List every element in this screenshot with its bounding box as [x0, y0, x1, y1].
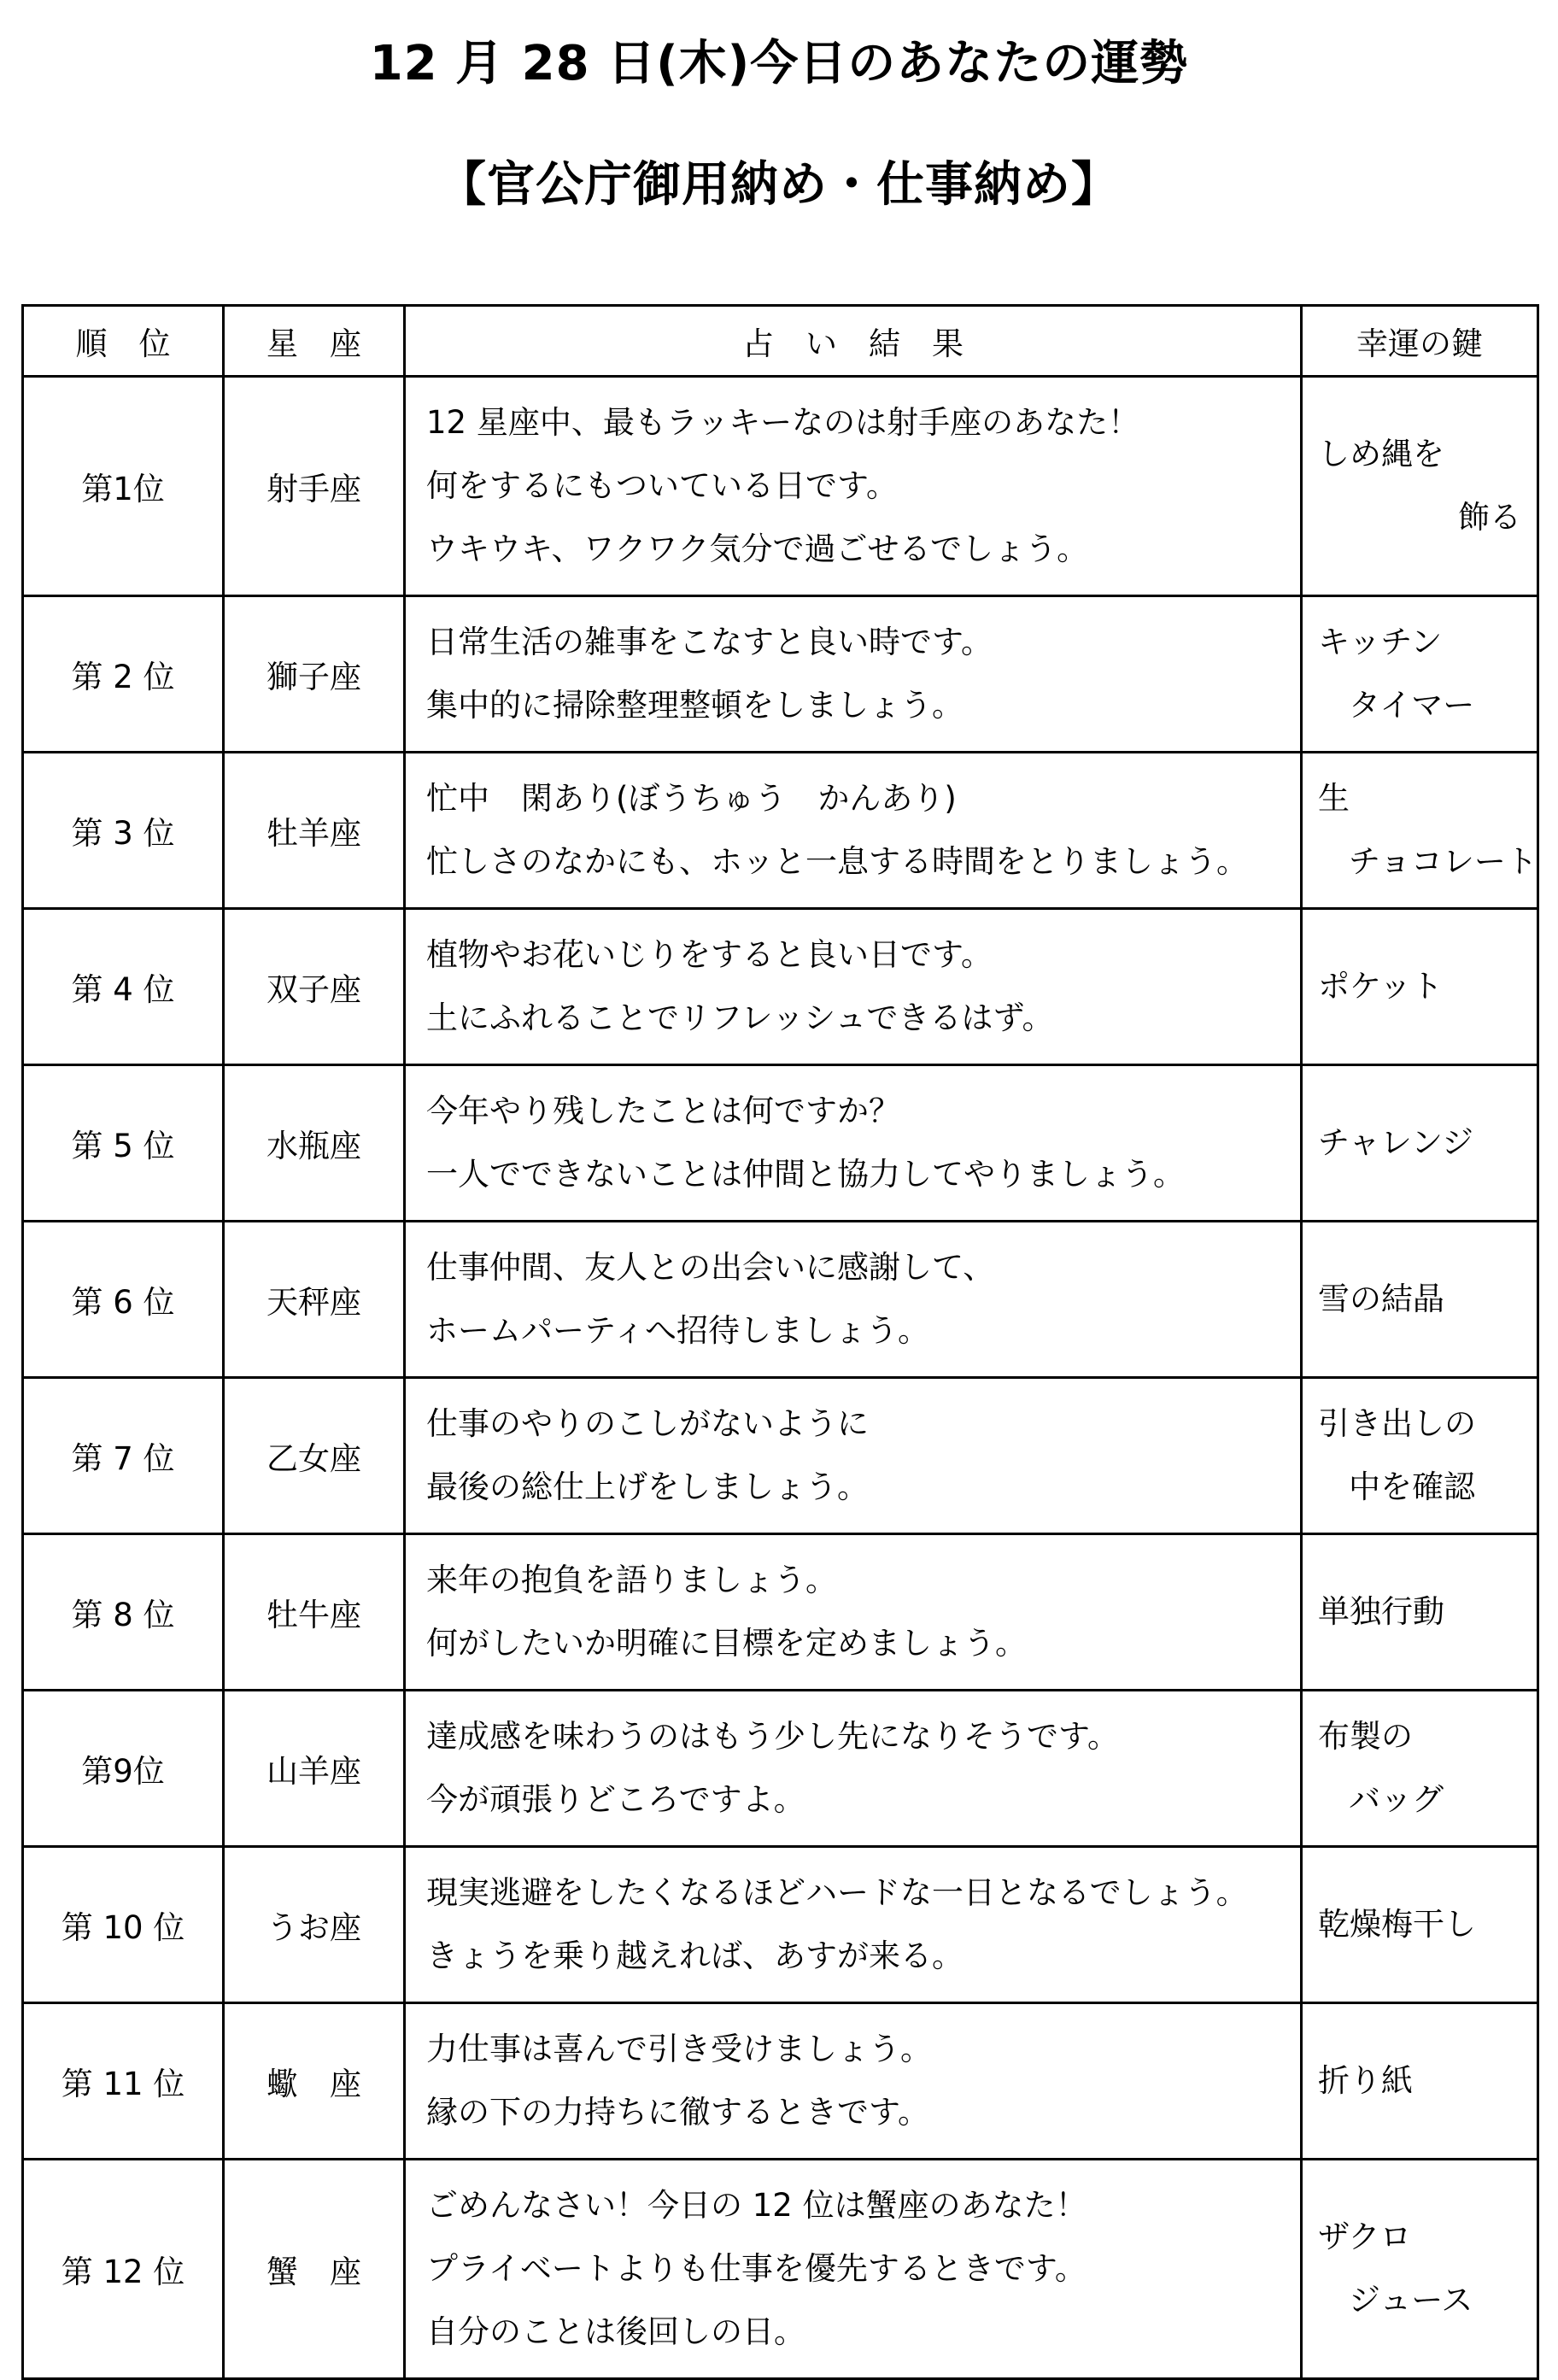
fortune-result-cell	[405, 596, 1302, 753]
fortune-line: 集中的に掃除整理整頓をしましょう。	[426, 687, 964, 724]
zodiac-sign-cell: 蟹 座	[224, 2160, 405, 2379]
rank-cell: 第 4 位	[23, 909, 224, 1065]
fortune-result-cell	[405, 1378, 1302, 1534]
fortune-line: 来年の抱負を語りましょう。	[426, 1562, 837, 1598]
zodiac-sign-cell: 射手座	[224, 377, 405, 596]
fortune-line: 仕事仲間、友人との出会いに感謝して、	[426, 1249, 995, 1286]
fortune-line: 今が頑張りどころですよ。	[426, 1781, 805, 1818]
table-row	[23, 1222, 1538, 1378]
lucky-key-line: タイマー	[1349, 687, 1475, 724]
fortune-result-cell	[405, 2160, 1302, 2379]
lucky-key-cell	[1302, 753, 1538, 909]
lucky-key-line: ザクロ	[1318, 2219, 1412, 2255]
fortune-line: ホームパーティへ招待しましょう。	[426, 1312, 930, 1349]
fortune-table	[21, 304, 1539, 2380]
fortune-line: 仕事のやりのこしがないように	[426, 1405, 869, 1442]
fortune-line: ごめんなさい！今日の 12 位は蟹座のあなた！	[426, 2187, 1087, 2224]
fortune-line: きょうを乗り越えれば、あすが来る。	[426, 1937, 964, 1974]
fortune-line: 最後の総仕上げをしましょう。	[426, 1468, 869, 1505]
lucky-key-line: 折り紙	[1318, 2062, 1413, 2099]
rank-cell: 第 10 位	[23, 1847, 224, 2003]
rank-cell: 第 6 位	[23, 1222, 224, 1378]
zodiac-sign-cell: うお座	[224, 1847, 405, 2003]
lucky-key-line: ジュース	[1349, 2282, 1473, 2318]
table-header-row	[23, 306, 1538, 377]
table-row	[23, 1378, 1538, 1534]
zodiac-sign-cell: 水瓶座	[224, 1065, 405, 1222]
lucky-key-line: 飾る	[1458, 499, 1521, 536]
fortune-line: 自分のことは後回しの日。	[426, 2313, 805, 2350]
table-row	[23, 377, 1538, 596]
table-row	[23, 2160, 1538, 2379]
table-row	[23, 1691, 1538, 1847]
lucky-key-cell	[1302, 1222, 1538, 1378]
fortune-line: 土にふれることでリフレッシュできるはず。	[426, 999, 1054, 1036]
lucky-key-line: チョコレート	[1349, 843, 1538, 880]
lucky-key-line: バッグ	[1349, 1781, 1444, 1818]
fortune-line: プライベートよりも仕事を優先するときです。	[426, 2250, 1086, 2287]
lucky-key-cell	[1302, 2003, 1538, 2160]
rank-cell: 第9位	[23, 1691, 224, 1847]
lucky-key-line: 乾燥梅干し	[1318, 1906, 1476, 1943]
rank-cell: 第 11 位	[23, 2003, 224, 2160]
lucky-key-cell	[1302, 596, 1538, 753]
fortune-line: 達成感を味わうのはもう少し先になりそうです。	[426, 1718, 1120, 1755]
lucky-key-line: 生	[1318, 780, 1350, 817]
fortune-line: 力仕事は喜んで引き受けましょう。	[426, 2031, 932, 2067]
fortune-result-cell	[405, 909, 1302, 1065]
fortune-result-cell	[405, 753, 1302, 909]
rank-cell: 第 12 位	[23, 2160, 224, 2379]
fortune-line: 現実逃避をしたくなるほどハードな一日となるでしょう。	[426, 1874, 1248, 1911]
lucky-key-line: キッチン	[1318, 624, 1443, 660]
fortune-result-cell	[405, 2003, 1302, 2160]
fortune-line: 忙しさのなかにも、ホッと一息する時間をとりましょう。	[426, 843, 1248, 880]
rank-cell: 第 7 位	[23, 1378, 224, 1534]
page-title: 12 月 28 日(木)今日のあなたの運勢	[369, 36, 1189, 91]
lucky-key-line: 雪の結晶	[1318, 1281, 1444, 1317]
lucky-key-line: 中を確認	[1349, 1468, 1475, 1505]
zodiac-sign-cell: 天秤座	[224, 1222, 405, 1378]
fortune-result-cell	[405, 1065, 1302, 1222]
fortune-result-cell	[405, 1534, 1302, 1691]
fortune-line: 縁の下の力持ちに徹するときです。	[426, 2094, 930, 2131]
lucky-key-cell	[1302, 1691, 1538, 1847]
lucky-key-cell	[1302, 1065, 1538, 1222]
header-key: 幸運の鍵	[1302, 306, 1538, 377]
fortune-line: 日常生活の雑事をこなすと良い時です。	[426, 624, 993, 660]
table-row	[23, 1534, 1538, 1691]
fortune-line: 12 星座中、最もラッキーなのは射手座のあなた！	[426, 404, 1140, 441]
table-row	[23, 1065, 1538, 1222]
fortune-line: 忙中 閑あり(ぼうちゅう かんあり)	[426, 780, 957, 817]
fortune-line: 今年やり残したことは何ですか？	[426, 1093, 900, 1129]
zodiac-sign-cell: 乙女座	[224, 1378, 405, 1534]
rank-cell: 第 3 位	[23, 753, 224, 909]
table-row	[23, 909, 1538, 1065]
zodiac-sign-cell: 牡羊座	[224, 753, 405, 909]
rank-cell: 第 5 位	[23, 1065, 224, 1222]
table-row	[23, 596, 1538, 753]
table-row	[23, 753, 1538, 909]
fortune-result-cell	[405, 377, 1302, 596]
zodiac-sign-cell: 山羊座	[224, 1691, 405, 1847]
fortune-line: 一人でできないことは仲間と協力してやりましょう。	[426, 1156, 1185, 1193]
lucky-key-line: 引き出しの	[1318, 1405, 1476, 1442]
fortune-line: ウキウキ、ワクワク気分で過ごせるでしょう。	[426, 531, 1089, 567]
header-rank: 順 位	[23, 306, 224, 377]
header-sign: 星 座	[224, 306, 405, 377]
fortune-line: 植物やお花いじりをすると良い日です。	[426, 936, 993, 973]
fortune-line: 何がしたいか明確に目標を定めましょう。	[426, 1625, 1027, 1662]
lucky-key-cell	[1302, 377, 1538, 596]
lucky-key-cell	[1302, 1847, 1538, 2003]
zodiac-sign-cell: 獅子座	[224, 596, 405, 753]
page-subtitle: 【官公庁御用納め・仕事納め】	[438, 157, 1120, 213]
zodiac-sign-cell: 双子座	[224, 909, 405, 1065]
lucky-key-line: 布製の	[1318, 1718, 1413, 1755]
fortune-result-cell	[405, 1847, 1302, 2003]
zodiac-sign-cell: 蠍 座	[224, 2003, 405, 2160]
rank-cell: 第1位	[23, 377, 224, 596]
fortune-line: 何をするにもついている日です。	[426, 467, 899, 504]
header-result: 占 い 結 果	[405, 306, 1302, 377]
lucky-key-cell	[1302, 2160, 1538, 2379]
zodiac-sign-cell: 牡牛座	[224, 1534, 405, 1691]
lucky-key-cell	[1302, 1378, 1538, 1534]
rank-cell: 第 2 位	[23, 596, 224, 753]
lucky-key-line: チャレンジ	[1318, 1124, 1474, 1161]
table-row	[23, 2003, 1538, 2160]
lucky-key-cell	[1302, 909, 1538, 1065]
lucky-key-line: 単独行動	[1318, 1593, 1444, 1630]
lucky-key-line: しめ縄を	[1318, 436, 1444, 472]
fortune-result-cell	[405, 1691, 1302, 1847]
fortune-result-cell	[405, 1222, 1302, 1378]
table-row	[23, 1847, 1538, 2003]
lucky-key-cell	[1302, 1534, 1538, 1691]
lucky-key-line: ポケット	[1318, 968, 1444, 1005]
rank-cell: 第 8 位	[23, 1534, 224, 1691]
